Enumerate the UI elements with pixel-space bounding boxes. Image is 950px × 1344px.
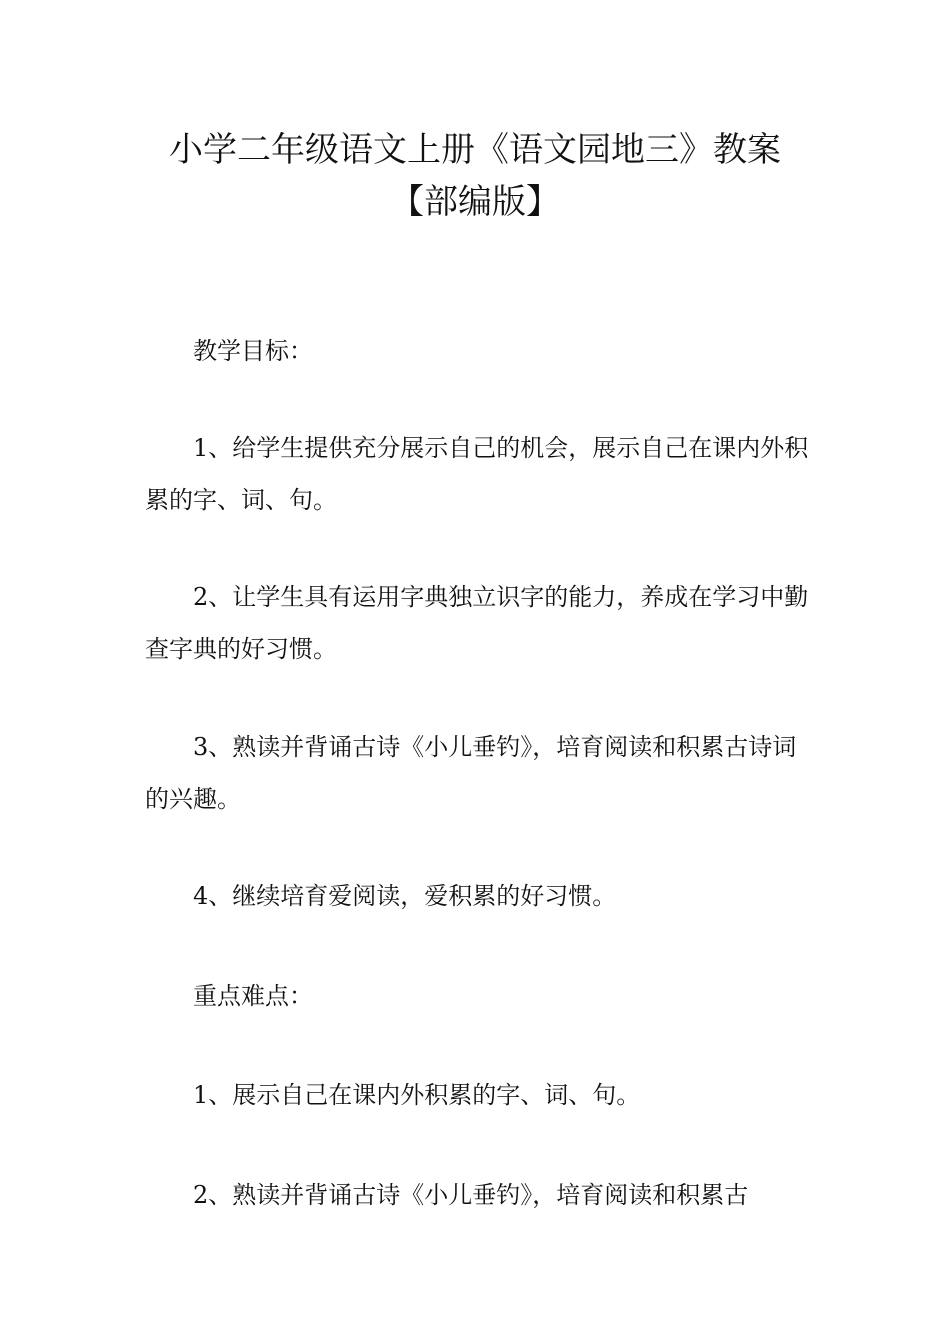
section-heading-key-points: 重点难点： <box>193 982 313 1010</box>
document-title-line1: 小学二年级语文上册《语文园地三》教案 <box>169 130 781 170</box>
section-heading-objectives: 教学目标： <box>193 337 313 365</box>
objective-paragraph-3: 3、熟读并背诵古诗《小儿垂钓》，培育阅读和积累古诗词的兴趣。 <box>145 733 797 813</box>
objective-paragraph-2: 2、让学生具有运用字典独立识字的能力，养成在学习中勤查字典的好习惯。 <box>145 583 809 663</box>
key-point-paragraph-1: 1、展示自己在课内外积累的字、词、句。 <box>193 1081 641 1109</box>
objective-paragraph-4: 4、继续培育爱阅读，爱积累的好习惯。 <box>193 882 617 910</box>
objective-paragraph-1: 1、给学生提供充分展示自己的机会，展示自己在课内外积累的字、词、句。 <box>145 434 809 514</box>
key-point-paragraph-2: 2、熟读并背诵古诗《小儿垂钓》，培育阅读和积累古 <box>193 1181 749 1209</box>
document-title-line2: 【部编版】 <box>390 182 560 222</box>
